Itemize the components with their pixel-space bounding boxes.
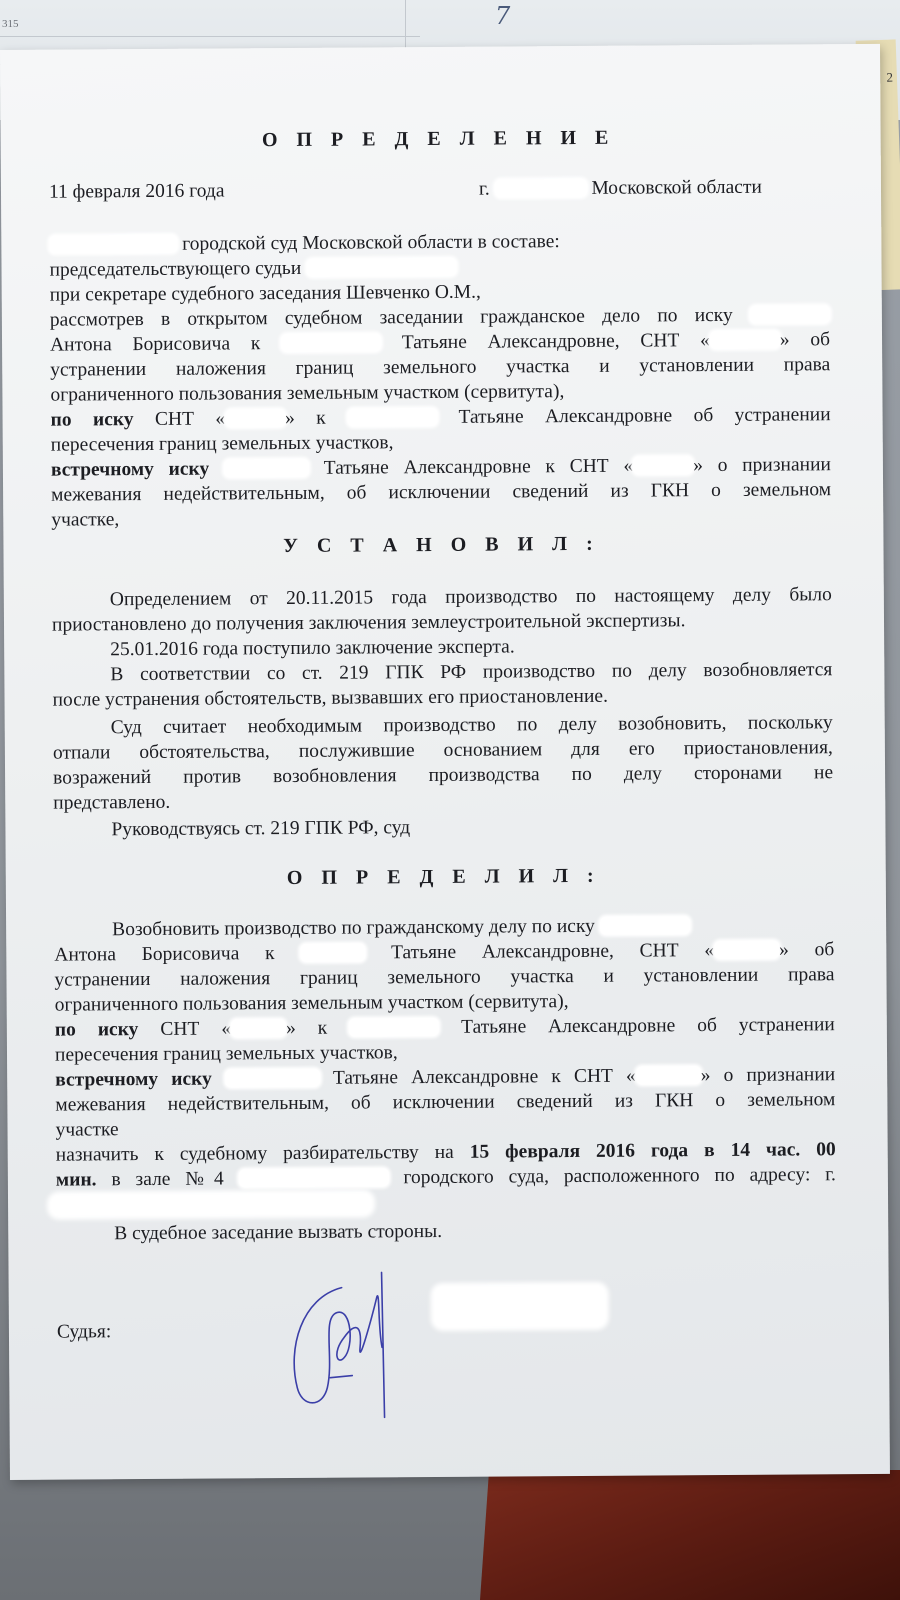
decision-3-label: встречному иску bbox=[55, 1068, 212, 1091]
court-intro-text: городской суд Московской области в составе: bbox=[182, 231, 560, 255]
judge-signature bbox=[281, 1257, 422, 1428]
document-date: 11 февраля 2016 года bbox=[48, 180, 225, 203]
presiding-text: председательствующего судьи bbox=[49, 257, 302, 281]
established-heading: У С Т А Н О В И Л : bbox=[283, 532, 600, 558]
counter-text: Татьяне Александровне к СНТ « bbox=[323, 455, 634, 479]
decision-1-text: Татьяне Александровне, СНТ « bbox=[390, 940, 715, 964]
decision-2 bbox=[55, 1012, 835, 1042]
redaction bbox=[300, 943, 365, 961]
claim1-text: » об bbox=[779, 329, 831, 351]
decision-4-text: назначить к судебному разбирательству на bbox=[55, 1141, 454, 1166]
court-intro bbox=[49, 229, 560, 258]
claim2-text: » к bbox=[285, 407, 326, 430]
redaction bbox=[600, 916, 690, 935]
decision-5: В судебное заседание вызвать стороны. bbox=[114, 1220, 443, 1245]
redaction-judge-name bbox=[435, 1286, 605, 1327]
decided-heading: О П Р Е Д Е Л И Л : bbox=[286, 864, 601, 890]
redaction bbox=[349, 1018, 439, 1037]
paragraph-1-cont: приостановлено до получения заключения землеустроительной экспертизы. bbox=[51, 610, 686, 636]
claim1-line2: устранении наложения границ земельного участка и установлении права bbox=[50, 354, 831, 381]
presiding-judge bbox=[49, 255, 456, 283]
divider bbox=[0, 36, 420, 37]
decision-1-line4: ограниченного пользования земельным участком (сервитута), bbox=[54, 991, 569, 1016]
paragraph-1: Определением от 20.11.2015 года производство по настоящему делу было bbox=[109, 584, 832, 611]
paragraph-5: Руководствуясь ст. 219 ГПК РФ, суд bbox=[111, 817, 411, 841]
redaction bbox=[306, 258, 456, 277]
paragraph-4-cont: возражений против возобновления производства по делу сторонами не bbox=[53, 762, 834, 789]
decision-1-text: Антона Борисовича к bbox=[54, 943, 275, 966]
redaction bbox=[49, 235, 177, 254]
decision-1-line3: устранении наложения границ земельного участка и установлении права bbox=[54, 964, 835, 991]
paragraph-2: 25.01.2016 года поступило заключение эксперта. bbox=[110, 636, 515, 661]
paragraph-3-cont: после устранения обстоятельств, вызвавших его приостановление. bbox=[52, 685, 608, 711]
counter-line3: участке, bbox=[51, 509, 120, 531]
decision-2-text: СНТ « bbox=[160, 1018, 232, 1040]
hearing-datetime: 15 февраля 2016 года в 14 час. 00 bbox=[469, 1139, 836, 1163]
claim2-line2: пересечения границ земельных участков, bbox=[50, 432, 394, 456]
claim2-text: Татьяне Александровне об устранении bbox=[458, 404, 831, 428]
redaction bbox=[239, 1168, 389, 1187]
redaction bbox=[636, 1066, 701, 1084]
redaction bbox=[224, 459, 309, 478]
decision-3-text: » о признании bbox=[700, 1064, 836, 1087]
redaction bbox=[633, 456, 693, 474]
document-sheet bbox=[0, 44, 890, 1480]
redaction bbox=[347, 408, 437, 427]
hearing-datetime-cont: мин. bbox=[55, 1169, 97, 1191]
redaction bbox=[494, 179, 586, 198]
claim2-text: СНТ « bbox=[154, 408, 226, 430]
city-suffix: Московской области bbox=[591, 176, 762, 199]
redaction bbox=[231, 1019, 286, 1037]
paragraph-4-cont: отпали обстоятельства, послужившие основанием для его приостановления, bbox=[52, 737, 833, 764]
handwritten-mark: 7 bbox=[495, 2, 511, 30]
redaction bbox=[225, 1069, 320, 1088]
decision-3-text: Татьяне Александровне к СНТ « bbox=[332, 1065, 636, 1089]
redaction bbox=[750, 305, 830, 324]
redaction-address bbox=[51, 1193, 371, 1215]
paragraph-4: Суд считает необходимым производство по делу возобновить, поскольку bbox=[110, 712, 833, 739]
document-city bbox=[479, 175, 762, 202]
counter-label: встречному иску bbox=[50, 458, 210, 481]
redaction bbox=[225, 409, 285, 427]
claim1-text: Татьяне Александровне, СНТ « bbox=[401, 330, 710, 354]
city-prefix: г. bbox=[478, 178, 490, 200]
claim1-text: Антона Борисовича к bbox=[49, 333, 261, 356]
redaction bbox=[714, 941, 779, 959]
decision-3-line3: участке bbox=[55, 1119, 119, 1141]
paragraph-3: В соответствии со ст. 219 ГПК РФ производство по делу возобновляется bbox=[110, 659, 833, 686]
decision-4-line2 bbox=[56, 1162, 836, 1192]
secretary-line: при секретаре судебного заседания Шевченко О.М., bbox=[49, 281, 481, 306]
decision-1-text: Возобновить производство по гражданскому делу по иску bbox=[112, 915, 595, 941]
decision-3-line2: межевания недействительным, об исключении сведений из ГКН о земельном bbox=[55, 1089, 836, 1116]
decision-2-text: Татьяне Александровне об устранении bbox=[461, 1014, 835, 1038]
decision-2-line2: пересечения границ земельных участков, bbox=[54, 1042, 398, 1066]
decision-4-text: в зале №4 bbox=[111, 1168, 224, 1191]
claim2-label: по иску bbox=[50, 409, 134, 431]
counter-line2: межевания недействительным, об исключении сведений из ГКН о земельном bbox=[51, 479, 832, 506]
judge-label: Судья: bbox=[56, 1321, 112, 1343]
decision-4-text: городского суда, расположенного по адресу: г. bbox=[403, 1164, 836, 1189]
paragraph-4-cont: представлено. bbox=[53, 791, 171, 814]
reviewed-text: рассмотрев в открытом судебном заседании гражданское дело по иску bbox=[49, 304, 733, 331]
decision-2-label: по иску bbox=[54, 1019, 139, 1041]
decision-1-text: » об bbox=[779, 939, 835, 961]
side-note: 2 bbox=[886, 69, 894, 85]
claim2-line bbox=[50, 402, 830, 432]
wooden-table bbox=[480, 1470, 900, 1600]
redaction bbox=[281, 333, 381, 352]
background-number: 315 bbox=[2, 18, 19, 30]
decision-2-text: » к bbox=[285, 1017, 328, 1040]
claim1-line3: ограниченного пользования земельным участком (сервитута), bbox=[50, 381, 565, 406]
counter-text: » о признании bbox=[693, 454, 832, 477]
document-title: О П Р Е Д Е Л Е Н И Е bbox=[261, 126, 616, 152]
redaction bbox=[710, 331, 780, 349]
